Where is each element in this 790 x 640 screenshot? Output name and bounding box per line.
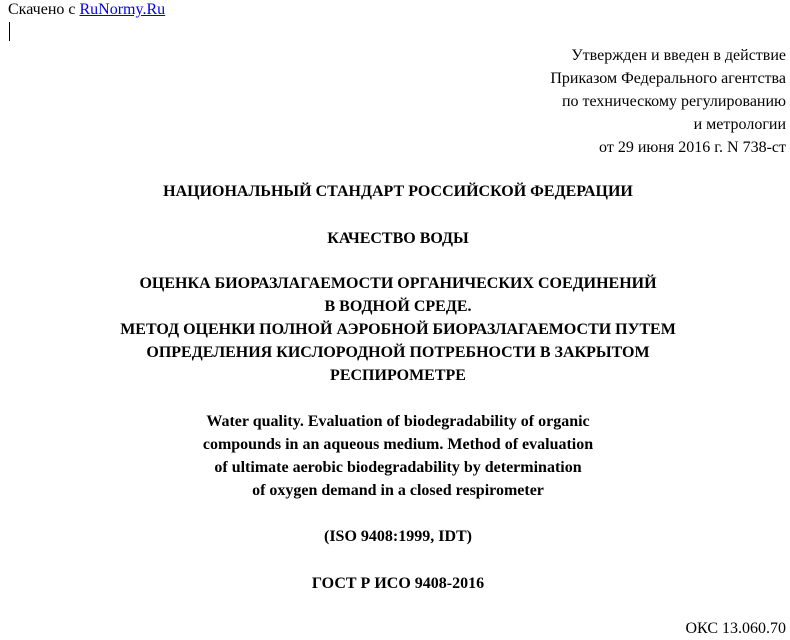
heading-text: НАЦИОНАЛЬНЫЙ СТАНДАРТ РОССИЙСКОЙ ФЕДЕРАЦИИ xyxy=(163,183,633,200)
source-line xyxy=(8,0,165,20)
russian-title-line: ОЦЕНКА БИОРАЗЛАГАЕМОСТИ ОРГАНИЧЕСКИХ СОЕДИНЕНИЙ xyxy=(139,275,657,292)
russian-title-line: МЕТОД ОЦЕНКИ ПОЛНОЙ АЭРОБНОЙ БИОРАЗЛАГАЕМОСТИ ПУТЕМ xyxy=(120,321,676,338)
russian-title xyxy=(0,272,790,387)
oks-code: ОКС 13.060.70 xyxy=(685,620,786,637)
approval-line: Утвержден и введен в действие xyxy=(571,47,786,64)
russian-title-line: В ВОДНОЙ СРЕДЕ. xyxy=(324,298,472,315)
english-title-line: of ultimate aerobic biodegradability by determination xyxy=(214,459,582,476)
english-title-line: compounds in an aqueous medium. Method of evaluation xyxy=(202,436,594,453)
gost-number-text: ГОСТ Р ИСО 9408-2016 xyxy=(311,575,485,592)
iso-reference-text: (ISO 9408:1999, IDT) xyxy=(323,528,472,545)
approval-line: по техническому регулированию xyxy=(561,93,786,110)
iso-reference xyxy=(0,525,790,548)
english-title-line: Water quality. Evaluation of biodegradability of organic xyxy=(206,413,590,430)
approval-line: и метрологии xyxy=(693,116,786,133)
subject-heading xyxy=(0,227,790,250)
approval-line: Приказом Федерального агентства xyxy=(550,70,786,87)
approval-line: от 29 июня 2016 г. N 738-ст xyxy=(599,139,786,156)
subject-text: КАЧЕСТВО ВОДЫ xyxy=(327,230,469,247)
text-cursor xyxy=(9,22,10,41)
source-prefix: Скачено с xyxy=(8,1,80,18)
national-standard-heading xyxy=(0,180,790,203)
source-link[interactable]: RuNormy.Ru xyxy=(79,1,166,18)
russian-title-line: РЕСПИРОМЕТРЕ xyxy=(330,367,466,384)
english-title xyxy=(0,410,790,502)
gost-number xyxy=(0,572,790,595)
russian-title-line: ОПРЕДЕЛЕНИЯ КИСЛОРОДНОЙ ПОТРЕБНОСТИ В ЗАКРЫТОМ xyxy=(146,344,650,361)
approval-block xyxy=(550,44,786,159)
english-title-line: of oxygen demand in a closed respirometer xyxy=(252,482,544,499)
